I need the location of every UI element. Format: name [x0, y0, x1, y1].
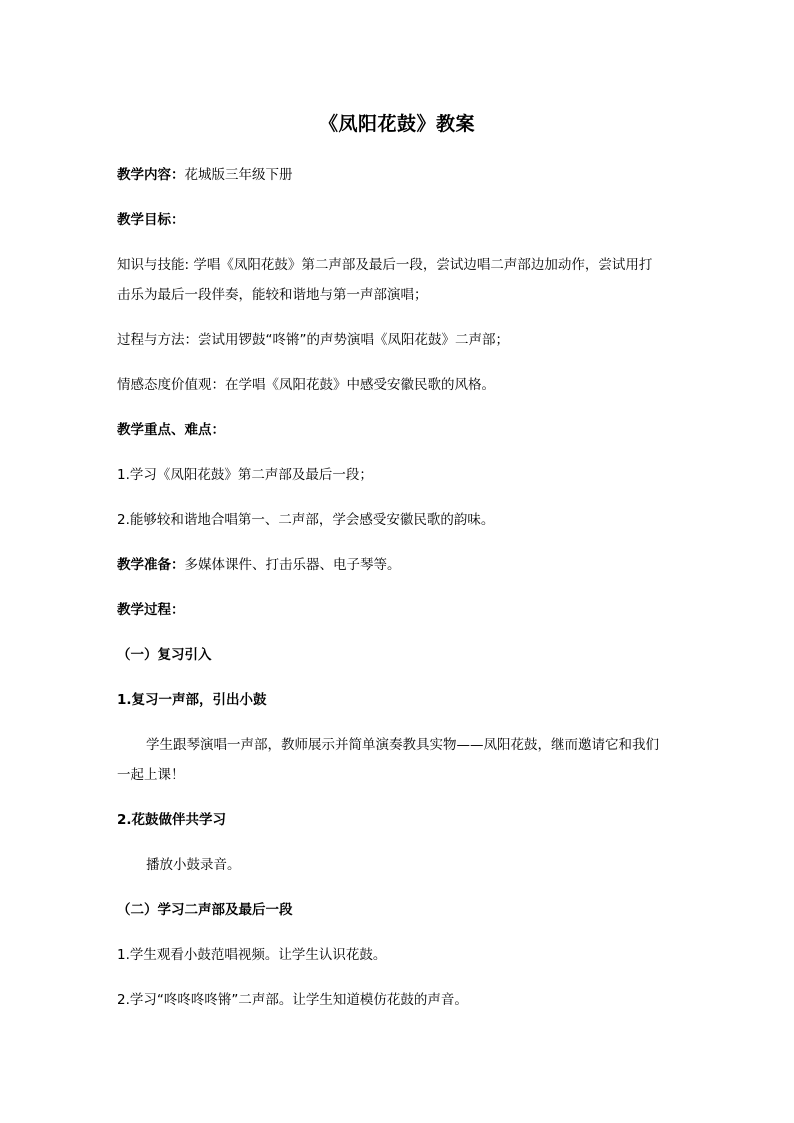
step-1-text-line-2: 一起上课！ — [117, 767, 185, 783]
section-2-step-1: 1.学生观看小鼓范唱视频。让学生认识花鼓。 — [117, 947, 387, 963]
teaching-content-label: 教学内容： — [117, 167, 185, 183]
preparation-label: 教学准备： — [117, 557, 185, 573]
section-2-heading: （二）学习二声部及最后一段 — [117, 902, 293, 918]
preparation-value: 多媒体课件、打击乐器、电子琴等。 — [184, 557, 401, 573]
objective-process: 过程与方法：尝试用锣鼓“咚锵”的声势演唱《凤阳花鼓》二声部； — [117, 332, 509, 348]
step-1-text-line-1: 学生跟琴演唱一声部，教师展示并简单演奏教具实物——凤阳花鼓，继而邀请它和我们 — [146, 737, 659, 753]
objective-knowledge-line-2: 击乐为最后一段伴奏，能较和谐地与第一声部演唱； — [117, 287, 428, 303]
key-point-1: 1.学习《凤阳花鼓》第二声部及最后一段； — [117, 467, 373, 483]
key-point-2: 2.能够较和谐地合唱第一、二声部，学会感受安徽民歌的韵味。 — [117, 512, 495, 528]
teaching-content-line — [117, 166, 687, 184]
section-2-step-2: 2.学习“咚咚咚咚锵”二声部。让学生知道模仿花鼓的声音。 — [117, 992, 468, 1008]
step-1-heading: 1.复习一声部，引出小鼓 — [117, 692, 267, 708]
objectives-heading: 教学目标： — [117, 212, 185, 228]
document-title: 《凤阳花鼓》教案 — [318, 113, 475, 135]
key-points-heading: 教学重点、难点： — [117, 422, 225, 438]
process-heading: 教学过程： — [117, 602, 185, 618]
section-1-heading: （一）复习引入 — [117, 647, 212, 663]
step-2-text: 播放小鼓录音。 — [146, 857, 241, 873]
objective-emotion: 情感态度价值观：在学唱《凤阳花鼓》中感受安徽民歌的风格。 — [117, 377, 495, 393]
preparation-line — [117, 556, 687, 574]
objective-knowledge-line-1: 知识与技能: 学唱《凤阳花鼓》第二声部及最后一段，尝试边唱二声部边加动作，尝试用打 — [117, 257, 653, 273]
step-2-heading: 2.花鼓做伴共学习 — [117, 812, 227, 828]
teaching-content-value: 花城版三年级下册 — [184, 167, 293, 183]
